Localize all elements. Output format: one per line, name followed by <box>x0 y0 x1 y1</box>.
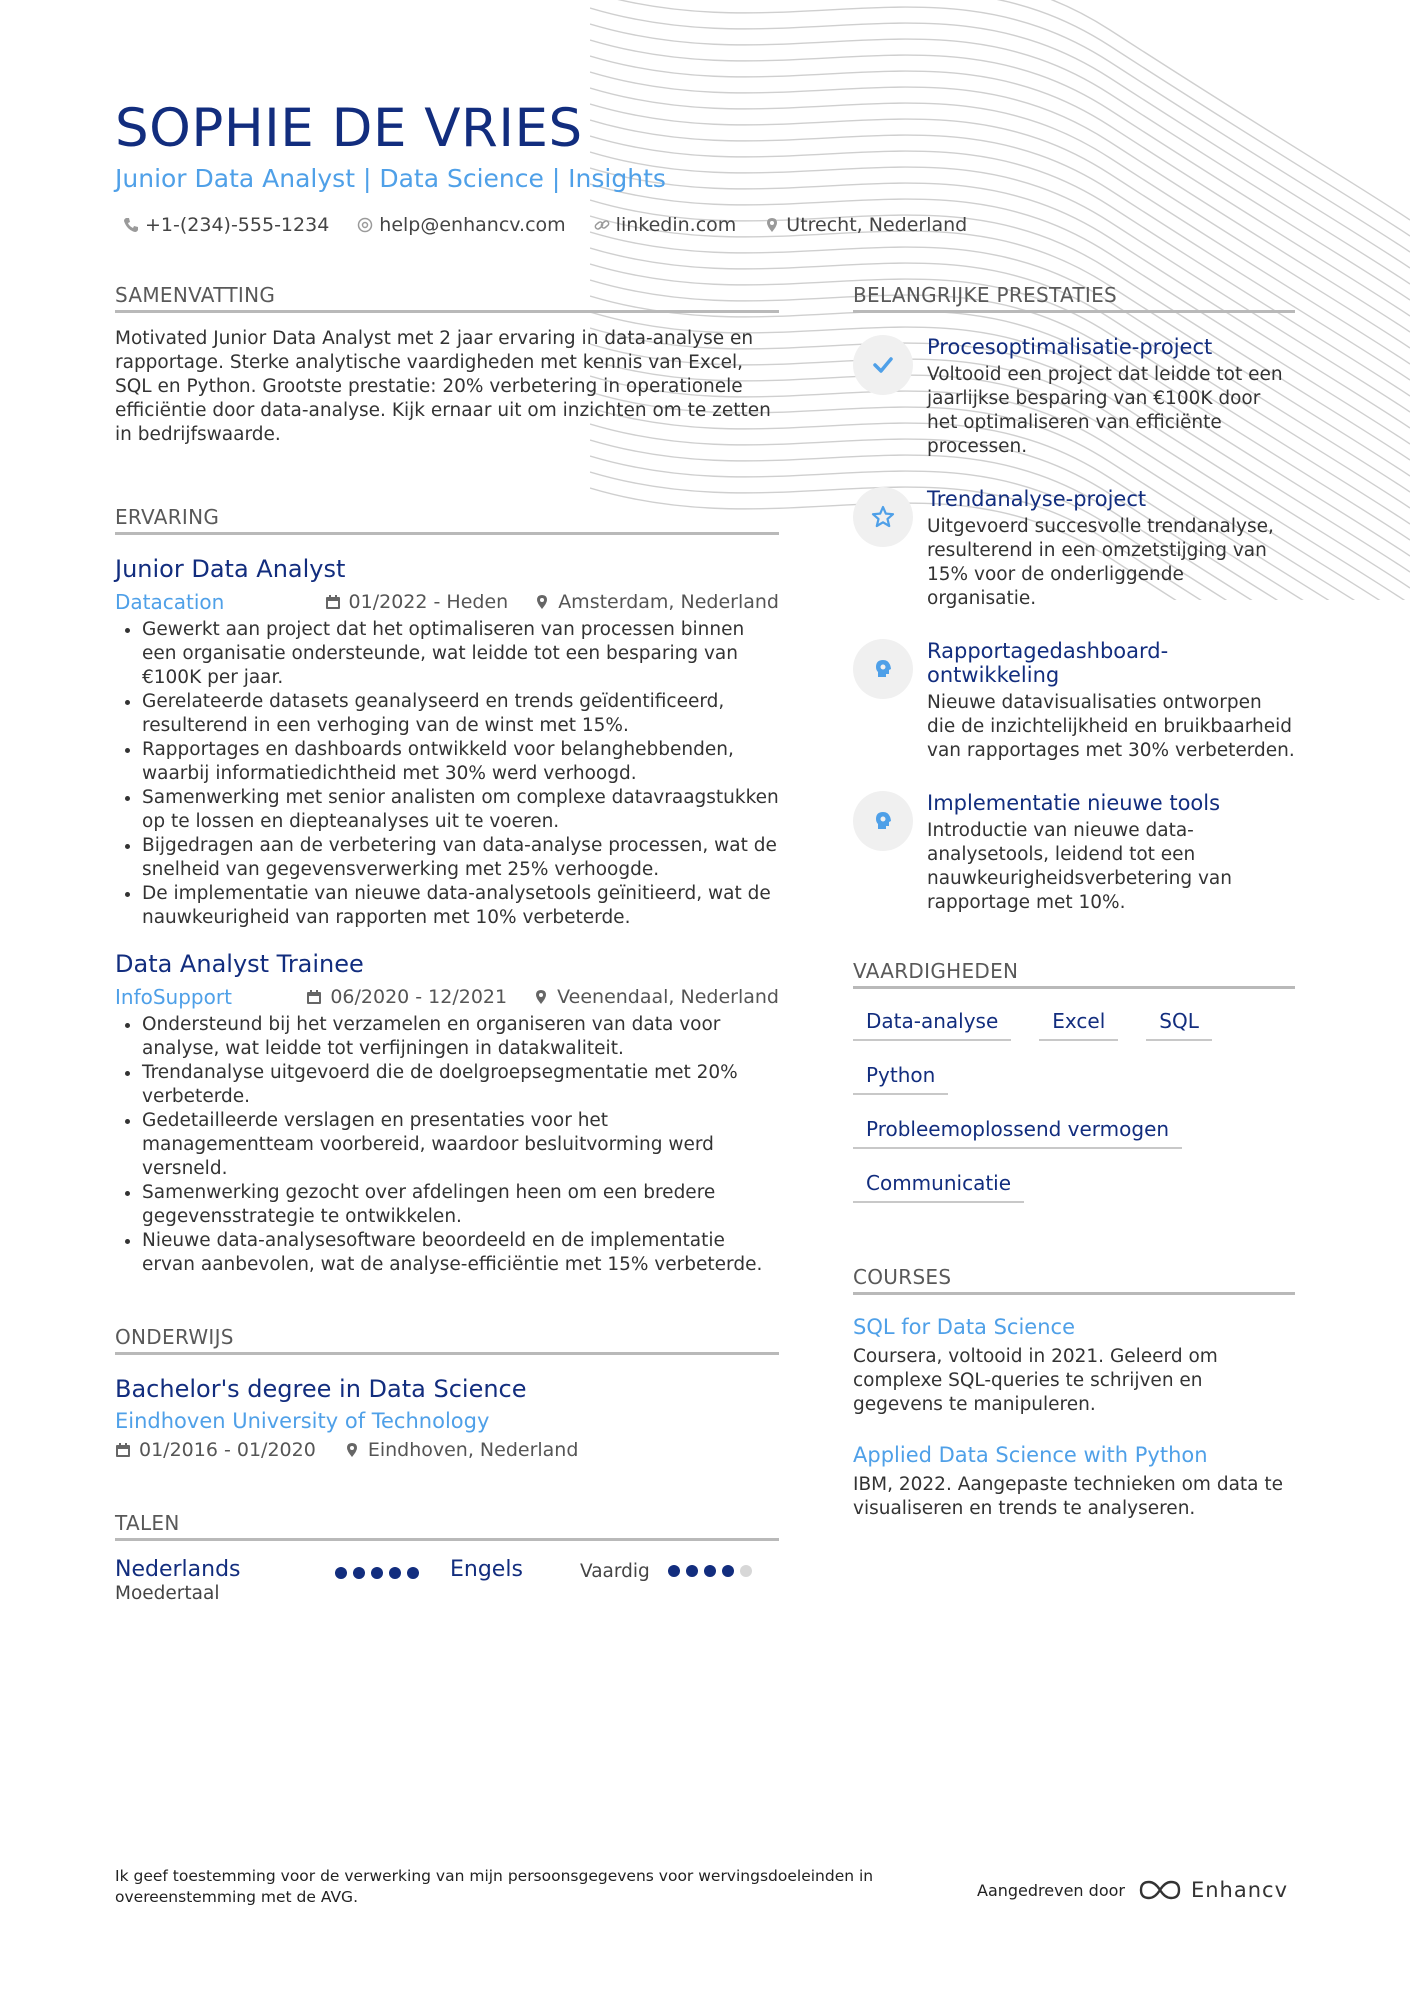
language-name: Nederlands <box>115 1557 241 1582</box>
calendar-icon <box>306 989 322 1005</box>
skill-tag: Communicatie <box>853 1171 1024 1203</box>
courses-heading: COURSES <box>853 1265 1295 1295</box>
right-column <box>853 283 1295 1521</box>
achievement-icon-badge <box>853 791 913 851</box>
brand-name: Enhancv <box>1190 1878 1289 1902</box>
contact-linkedin[interactable] <box>594 214 737 236</box>
achievement-icon-badge <box>853 639 913 699</box>
email-text: help@enhancv.com <box>379 214 566 236</box>
education-degree: Bachelor's degree in Data Science <box>115 1375 527 1403</box>
education-location-text: Eindhoven, Nederland <box>367 1439 579 1461</box>
job-meta <box>115 590 779 614</box>
brain-icon <box>871 657 895 681</box>
summary-section <box>115 283 779 447</box>
skill-tag: Data-analyse <box>853 1009 1011 1041</box>
education-dates <box>115 1439 316 1461</box>
location-pin-icon <box>764 217 780 233</box>
language-level: Vaardig <box>580 1561 650 1582</box>
skills-section <box>853 959 1295 1203</box>
achievement-item <box>853 791 1295 915</box>
job-bullet: • Trendanalyse uitgevoerd die de doelgroepsegmentatie met 20% verbeterde. <box>142 1061 779 1109</box>
job-bullet: • De implementatie van nieuwe data-analysetools geïnitieerd, wat de nauwkeurigheid van rapporten met 10% verbeterde. <box>142 882 779 930</box>
rating-dot <box>668 1565 680 1577</box>
job-bullet: • Gewerkt aan project dat het optimaliseren van processen binnen een organisatie ondersteunde, wat leidde tot een besparing van €100K per jaar. <box>142 618 779 690</box>
job-location-text: Veenendaal, Nederland <box>557 986 779 1008</box>
contact-bar <box>123 214 967 236</box>
experience-section <box>115 505 779 1277</box>
job-bullet: • Samenwerking met senior analisten om complexe datavraagstukken op te lossen en diepteanalyses uit te voeren. <box>142 786 779 834</box>
summary-text: Motivated Junior Data Analyst met 2 jaar ervaring in data-analyse en rapportage. Sterke analytische vaardigheden met kennis van Excel, SQL en Python. Grootste prestatie: 20% verbetering in operationele efficiëntie door data-analyse. Kijk ernaar uit om inzichten om te zetten in bedrijfswaarde. <box>115 328 771 445</box>
wave-line <box>590 56 1410 316</box>
check-icon <box>871 353 895 377</box>
job-dates-text: 01/2022 - Heden <box>348 591 509 613</box>
skill-tag: Excel <box>1039 1009 1118 1041</box>
job-bullet: • Ondersteund bij het verzamelen en organiseren van data voor analyse, wat leidde tot verfijningen in datakwaliteit. <box>142 1013 779 1061</box>
achievement-desc: Nieuwe datavisualisaties ontworpen die de inzichtelijkheid en bruikbaarheid van rapportages met 30% verbeterden. <box>927 692 1295 761</box>
rating-dot <box>740 1565 752 1577</box>
job-bullet: • Rapportages en dashboards ontwikkeld voor belanghebbenden, waarbij informatiedichtheid met 30% werd verhoogd. <box>142 738 779 786</box>
job-dates <box>306 986 507 1008</box>
achievement-title: Implementatie nieuwe tools <box>927 791 1221 815</box>
language-item <box>115 1557 335 1604</box>
brand-logo <box>1137 1878 1288 1902</box>
wave-line <box>590 0 1410 236</box>
rating-dot <box>704 1565 716 1577</box>
experience-heading: ERVARING <box>115 505 779 535</box>
location-pin-icon <box>533 989 549 1005</box>
at-icon <box>357 217 373 233</box>
achievement-icon-badge <box>853 335 913 395</box>
job-location <box>534 591 779 613</box>
education-section <box>115 1325 779 1461</box>
course-desc: IBM, 2022. Aangepaste technieken om data te visualiseren en trends te analyseren. <box>853 1474 1284 1519</box>
courses-section <box>853 1265 1295 1521</box>
skills-list <box>853 1009 1295 1203</box>
left-column <box>115 283 779 1604</box>
language-item <box>450 1557 580 1582</box>
skills-heading: VAARDIGHEDEN <box>853 959 1295 989</box>
course-title: SQL for Data Science <box>853 1315 1076 1339</box>
skill-tag: SQL <box>1146 1009 1212 1041</box>
course-desc: Coursera, voltooid in 2021. Geleerd om complexe SQL-queries te schrijven en gegevens te manipuleren. <box>853 1346 1218 1415</box>
wave-line <box>590 40 1410 300</box>
location-pin-icon <box>534 594 550 610</box>
job-meta <box>115 985 779 1009</box>
wave-line <box>590 24 1410 284</box>
languages-section <box>115 1511 779 1604</box>
contact-email[interactable] <box>357 214 565 236</box>
language-rating <box>668 1565 752 1577</box>
candidate-name: SOPHIE DE VRIES <box>115 98 583 159</box>
job-location-text: Amsterdam, Nederland <box>558 591 779 613</box>
star-icon <box>871 505 895 529</box>
rating-dot <box>371 1567 383 1579</box>
education-school: Eindhoven University of Technology <box>115 1409 490 1433</box>
powered-by-label: Aangedreven door <box>977 1880 1125 1900</box>
education-heading: ONDERWIJS <box>115 1325 779 1355</box>
job-bullet: • Gerelateerde datasets geanalyseerd en trends geïdentificeerd, resulterend in een verhoging van de winst met 15%. <box>142 690 779 738</box>
achievement-icon-badge <box>853 487 913 547</box>
skill-tag: Python <box>853 1063 948 1095</box>
achievements-section <box>853 283 1295 915</box>
contact-location <box>764 214 967 236</box>
job-role: Junior Data Analyst <box>115 555 346 583</box>
enhancv-logo-icon <box>1137 1878 1183 1902</box>
job-location <box>533 986 779 1008</box>
linkedin-text: linkedin.com <box>615 214 737 236</box>
rating-dot <box>335 1567 347 1579</box>
job-dates <box>325 591 509 613</box>
consent-note: Ik geef toestemming voor de verwerking van mijn persoonsgegevens voor wervingsdoeleinden in overeenstemming met de AVG. <box>115 1867 874 1906</box>
brain-icon <box>871 809 895 833</box>
achievement-desc: Uitgevoerd succesvolle trendanalyse, resulterend in een omzetstijging van 15% voor de onderliggende organisatie. <box>927 516 1274 609</box>
link-icon <box>594 217 610 233</box>
rating-dot <box>407 1567 419 1579</box>
achievements-heading: BELANGRIJKE PRESTATIES <box>853 283 1295 313</box>
job-dates-text: 06/2020 - 12/2021 <box>330 986 508 1008</box>
languages-row <box>115 1557 779 1604</box>
rating-dot <box>686 1565 698 1577</box>
job-bullets <box>115 618 779 930</box>
skill-tag: Probleemoplossend vermogen <box>853 1117 1182 1149</box>
language-level: Moedertaal <box>115 1583 220 1604</box>
education-dates-text: 01/2016 - 01/2020 <box>139 1439 316 1461</box>
achievement-title: Trendanalyse-project <box>927 487 1147 511</box>
language-rating <box>335 1567 450 1579</box>
job-role: Data Analyst Trainee <box>115 950 364 978</box>
rating-dot <box>389 1567 401 1579</box>
achievement-item <box>853 639 1295 763</box>
rating-dot <box>722 1565 734 1577</box>
calendar-icon <box>325 594 341 610</box>
job-company: InfoSupport <box>115 985 232 1009</box>
job-bullets <box>115 1013 779 1277</box>
job-entry <box>115 555 779 930</box>
education-location <box>344 1439 579 1461</box>
achievement-desc: Introductie van nieuwe data-analysetools, leidend tot een nauwkeurigheidsverbetering van rapportage met 10%. <box>927 820 1232 913</box>
course-title: Applied Data Science with Python <box>853 1443 1208 1467</box>
achievement-title: Procesoptimalisatie-project <box>927 335 1213 359</box>
achievement-title: Rapportagedashboard-ontwikkeling <box>927 639 1169 687</box>
wave-line <box>590 0 1410 220</box>
achievement-item <box>853 487 1295 611</box>
achievement-desc: Voltooid een project dat leidde tot een jaarlijkse besparing van €100K door het optimaliseren van efficiënte processen. <box>927 364 1283 457</box>
location-pin-icon <box>344 1442 360 1458</box>
language-name: Engels <box>450 1557 523 1582</box>
job-bullet: • Nieuwe data-analysesoftware beoordeeld en de implementatie ervan aanbevolen, wat de analyse-efficiëntie met 15% verbeterde. <box>142 1229 779 1277</box>
summary-heading: SAMENVATTING <box>115 283 779 313</box>
powered-by[interactable] <box>977 1878 1288 1902</box>
achievement-item <box>853 335 1295 459</box>
job-bullet: • Bijgedragen aan de verbetering van data-analyse processen, wat de snelheid van gegevensverwerking met 25% verhoogde. <box>142 834 779 882</box>
education-meta <box>115 1439 779 1461</box>
job-company: Datacation <box>115 590 225 614</box>
rating-dot <box>353 1567 365 1579</box>
contact-phone[interactable] <box>123 214 329 236</box>
job-bullet: • Samenwerking gezocht over afdelingen heen om een bredere gegevensstrategie te ontwikkelen. <box>142 1181 779 1229</box>
job-bullet: • Gedetailleerde verslagen en presentaties voor het managementteam voorbereid, waardoor besluitvorming werd versneld. <box>142 1109 779 1181</box>
location-text: Utrecht, Nederland <box>786 214 968 236</box>
candidate-subtitle: Junior Data Analyst | Data Science | Insights <box>115 164 666 193</box>
languages-heading: TALEN <box>115 1511 779 1541</box>
phone-text: +1-(234)-555-1234 <box>145 214 330 236</box>
phone-icon <box>123 217 139 233</box>
job-entry <box>115 950 779 1277</box>
calendar-icon <box>115 1442 131 1458</box>
